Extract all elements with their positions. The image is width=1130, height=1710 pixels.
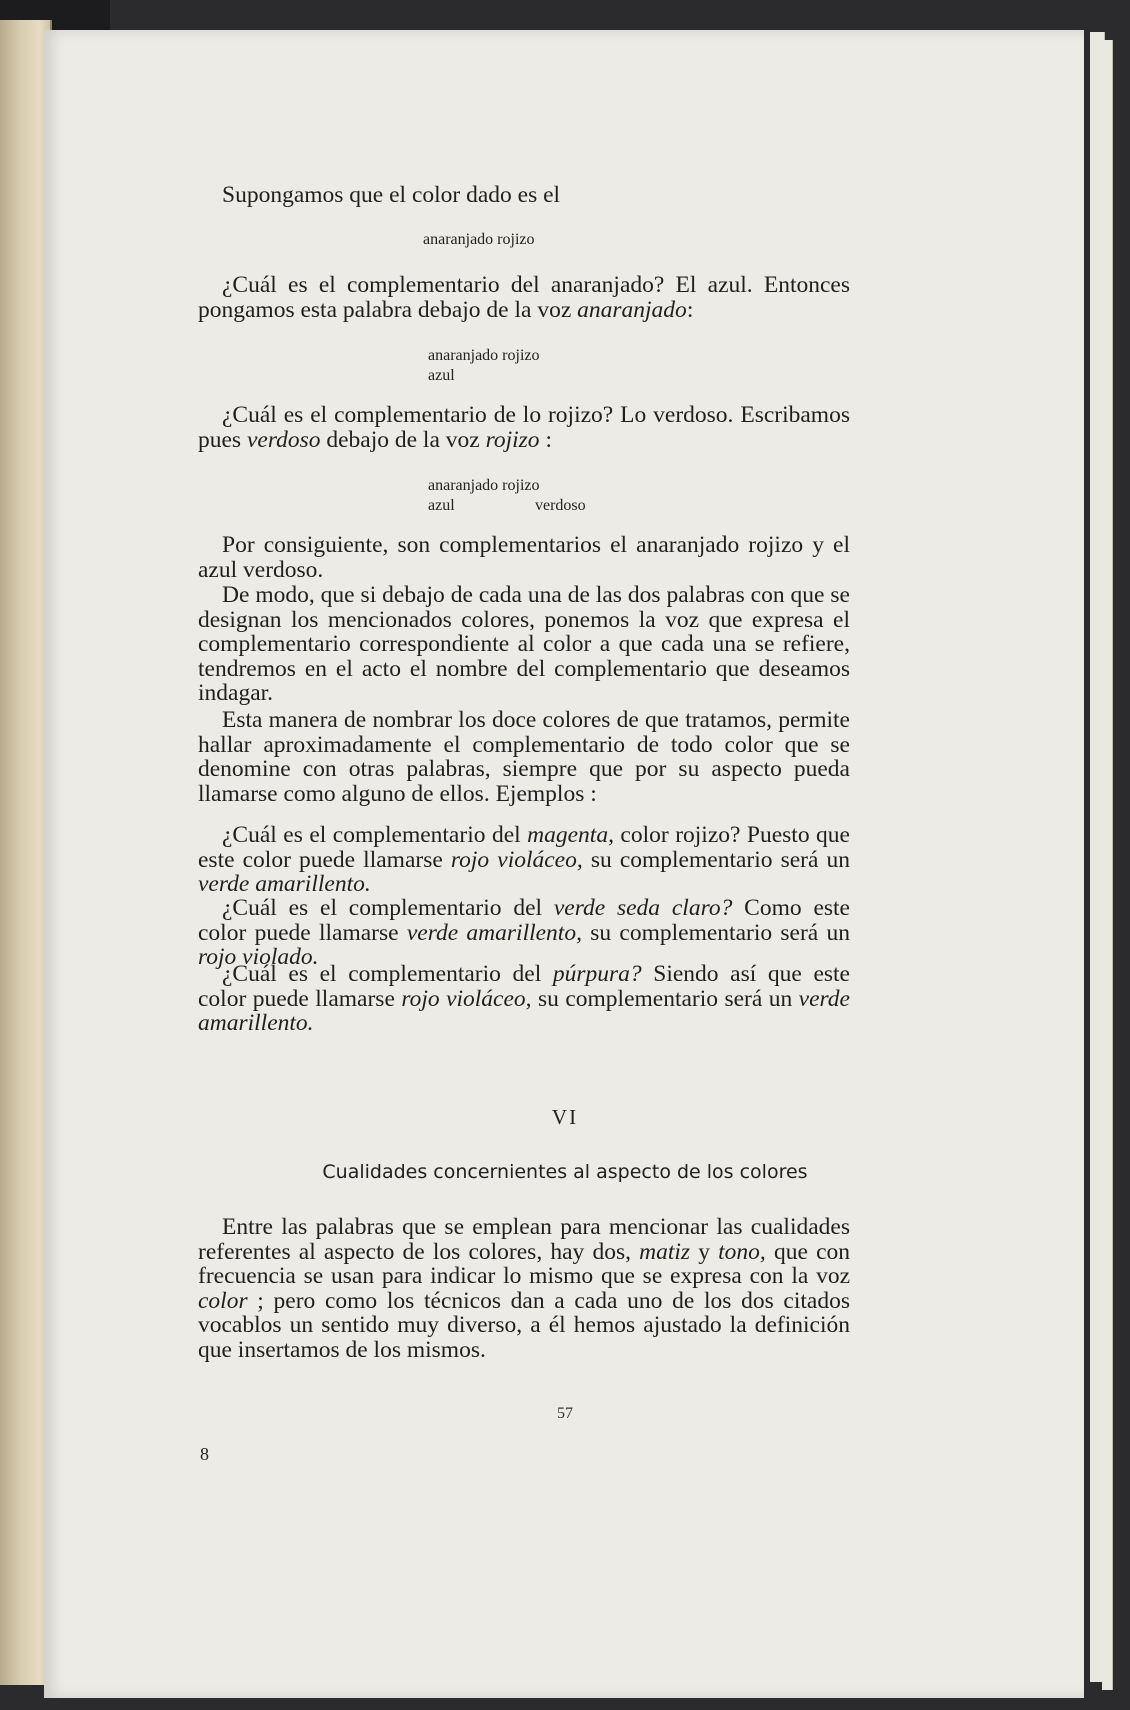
example-line: anaranjado rojizo: [428, 477, 540, 494]
paragraph: ¿Cuál es el complementario del magenta, color rojizo? Puesto que este color puede llamarse rojo violáceo, su complementario será un verde amarillento.: [198, 822, 851, 897]
example-line: anaranjado rojizo: [423, 231, 535, 248]
page-edge-stack-2: [1102, 40, 1113, 1690]
example-line: azul: [428, 367, 455, 384]
section-number: VI: [551, 1105, 579, 1129]
paragraph: Esta manera de nombrar los doce colores de que tratamos, permite hallar aproximadamente el complementario de todo color que se denomine con otras palabras, siempre que por su aspecto pueda llamarse como alguno de ellos. Ejemplos :: [198, 707, 850, 807]
example-line: verdoso: [535, 497, 586, 514]
paragraph: ¿Cuál es el complementario del anaranjado? El azul. Entonces pongamos esta palabra debajo de la voz anaranjado:: [198, 272, 850, 323]
example-line: anaranjado rojizo: [428, 347, 540, 364]
signature-mark: 8: [200, 1444, 209, 1464]
paragraph: ¿Cuál es el complementario del verde seda claro? Como este color puede llamarse verde amarillento, su complementario será un rojo violado.: [198, 895, 850, 970]
paragraph: [198, 183, 850, 208]
paragraph: Por consiguiente, son complementarios el anaranjado rojizo y el azul verdoso.: [198, 532, 850, 583]
paragraph-text: Supongamos que el color dado es el: [222, 182, 561, 208]
paragraph: ¿Cuál es el complementario del púrpura? Siendo así que este color puede llamarse rojo violáceo, su complementario será un verde amarillento.: [198, 961, 850, 1036]
paragraph: ¿Cuál es el complementario de lo rojizo? Lo verdoso. Escribamos pues verdoso debajo de la voz rojizo :: [198, 402, 850, 453]
example-line: azul: [428, 497, 455, 514]
paragraph: Entre las palabras que se emplean para mencionar las cualidades referentes al aspecto de los colores, hay dos, matiz y tono, que con frecuencia se usan para indicar lo mismo que se expresa con la voz color ; pero como los técnicos dan a cada uno de los dos citados vocablos un sentido muy diverso, a él hemos ajustado la definición que insertamos de los mismos.: [198, 1214, 850, 1363]
section-title: Cualidades concernientes al aspecto de los colores: [322, 1161, 808, 1183]
page-number: 57: [557, 1405, 573, 1422]
paragraph: De modo, que si debajo de cada una de las dos palabras con que se designan los mencionados colores, ponemos la voz que expresa el complementario correspondiente al color a que cada una se refiere, tendremos en el acto el nombre del complementario que deseamos indagar.: [198, 582, 850, 706]
